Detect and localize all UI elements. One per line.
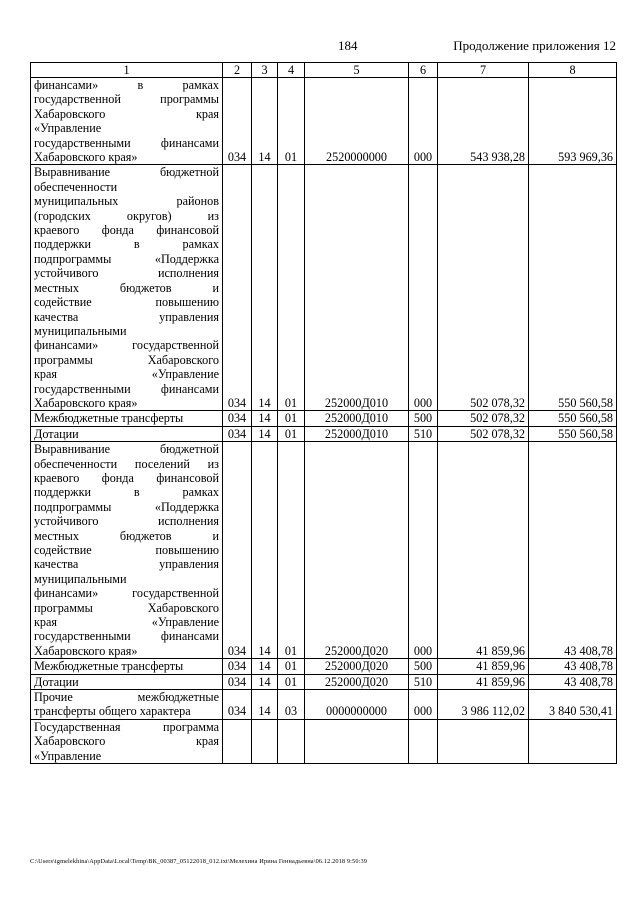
row-name-line: Хабаровского края	[34, 106, 219, 121]
row-name-line: поддержки в рамках	[34, 237, 219, 252]
row-name	[31, 659, 223, 674]
row-name-line: «Управление	[34, 748, 102, 763]
row-name-line: Дотации	[34, 426, 79, 441]
column-header-4: 4	[278, 63, 305, 78]
row-name	[31, 690, 223, 720]
row-name	[31, 719, 223, 763]
table-row	[31, 659, 617, 674]
row-name-line: местных бюджетов и	[34, 280, 219, 295]
expense-type-code: 500	[409, 411, 438, 426]
row-name-line: края «Управление	[34, 367, 219, 382]
row-name-line: содействие повышению	[34, 543, 219, 557]
table-row	[31, 674, 617, 689]
section-code: 14	[252, 659, 278, 674]
row-name-line: обеспеченности поселений из	[34, 456, 219, 471]
row-name-line: качества управления	[34, 309, 219, 324]
column-header-5: 5	[305, 63, 409, 78]
section-code: 14	[252, 690, 278, 720]
amount-col7	[438, 719, 529, 763]
budget-table	[30, 62, 617, 764]
table-body	[31, 78, 617, 764]
amount-col8: 3 840 530,41	[529, 690, 617, 720]
target-article-code: 252000Д010	[305, 411, 409, 426]
table-row	[31, 165, 617, 411]
target-article-code	[305, 719, 409, 763]
subsection-code: 01	[278, 426, 305, 441]
subsection-code: 01	[278, 411, 305, 426]
amount-col7: 502 078,32	[438, 426, 529, 441]
row-name-line: Прочие межбюджетные	[34, 690, 219, 705]
row-name-line: программы Хабаровского	[34, 352, 219, 367]
row-name-line: программы Хабаровского	[34, 600, 219, 615]
table-row	[31, 719, 617, 763]
section-code: 14	[252, 442, 278, 659]
row-name-line: «Управление	[34, 121, 102, 136]
row-name-line: государственными финансами	[34, 381, 219, 396]
expense-type-code: 000	[409, 78, 438, 165]
amount-col7: 3 986 112,02	[438, 690, 529, 720]
subsection-code: 01	[278, 442, 305, 659]
admin-code: 034	[223, 674, 252, 689]
expense-type-code: 510	[409, 426, 438, 441]
row-name-line: Выравнивание бюджетной	[34, 442, 219, 457]
row-name-line: Межбюджетные трансферты	[34, 411, 184, 426]
row-name	[31, 442, 223, 659]
section-code: 14	[252, 78, 278, 165]
row-name-line: Хабаровского края»	[34, 150, 138, 165]
amount-col8	[529, 719, 617, 763]
expense-type-code: 000	[409, 690, 438, 720]
table-row	[31, 78, 617, 165]
admin-code: 034	[223, 411, 252, 426]
row-name	[31, 674, 223, 689]
amount-col7: 41 859,96	[438, 442, 529, 659]
expense-type-code: 000	[409, 165, 438, 411]
table-row	[31, 690, 617, 720]
continuation-label: Продолжение приложения 12	[453, 38, 616, 53]
row-name-line: Хабаровского края»	[34, 643, 138, 658]
row-name-line: краевого фонда финансовой	[34, 470, 219, 485]
file-path-footer: C:\Users\igmelekhina\AppData\Local\Temp\ВК_00387_05122018_012.txt\Мелехина Ирина Геннадьевна\06.12.2018 9:50:39	[30, 858, 368, 865]
target-article-code: 252000Д010	[305, 426, 409, 441]
admin-code: 034	[223, 659, 252, 674]
row-name-line: качества управления	[34, 557, 219, 572]
row-name-line: государственными финансами	[34, 629, 219, 644]
subsection-code: 01	[278, 78, 305, 165]
table-row	[31, 426, 617, 441]
subsection-code: 01	[278, 659, 305, 674]
expense-type-code: 000	[409, 442, 438, 659]
section-code: 14	[252, 411, 278, 426]
amount-col8: 593 969,36	[529, 78, 617, 165]
subsection-code: 01	[278, 674, 305, 689]
page-number: 184	[338, 38, 358, 53]
amount-col8: 43 408,78	[529, 674, 617, 689]
table-row	[31, 442, 617, 659]
admin-code: 034	[223, 426, 252, 441]
row-name-line: муниципальными	[34, 323, 127, 338]
row-name	[31, 78, 223, 165]
target-article-code: 252000Д020	[305, 674, 409, 689]
row-name-line: содействие повышению	[34, 295, 219, 310]
amount-col7: 502 078,32	[438, 165, 529, 411]
amount-col8: 43 408,78	[529, 659, 617, 674]
expense-type-code	[409, 719, 438, 763]
row-name-line: трансферты общего характера	[34, 704, 191, 719]
amount-col8: 550 560,58	[529, 165, 617, 411]
amount-col7: 41 859,96	[438, 659, 529, 674]
column-header-3: 3	[252, 63, 278, 78]
row-name-line: (городских округов) из	[34, 208, 219, 223]
admin-code: 034	[223, 78, 252, 165]
row-name-line: государственной программы	[34, 92, 219, 107]
table-header-row	[31, 63, 617, 78]
row-name-line: Дотации	[34, 674, 79, 689]
column-header-8: 8	[529, 63, 617, 78]
row-name-line: муниципальными	[34, 571, 127, 586]
section-code: 14	[252, 165, 278, 411]
row-name	[31, 165, 223, 411]
row-name-line: поддержки в рамках	[34, 485, 219, 500]
target-article-code: 2520000000	[305, 78, 409, 165]
row-name-line: государственными финансами	[34, 135, 219, 150]
row-name-line: Хабаровского края	[34, 734, 219, 749]
expense-type-code: 500	[409, 659, 438, 674]
row-name-line: устойчивого исполнения	[34, 514, 219, 529]
target-article-code: 252000Д020	[305, 442, 409, 659]
admin-code: 034	[223, 690, 252, 720]
amount-col7: 543 938,28	[438, 78, 529, 165]
row-name-line: подпрограммы «Поддержка	[34, 499, 219, 514]
amount-col8: 550 560,58	[529, 411, 617, 426]
admin-code	[223, 719, 252, 763]
row-name	[31, 411, 223, 426]
subsection-code: 01	[278, 165, 305, 411]
column-header-1: 1	[31, 63, 223, 78]
expense-type-code: 510	[409, 674, 438, 689]
amount-col8: 43 408,78	[529, 442, 617, 659]
row-name-line: финансами» государственной	[34, 338, 219, 353]
column-header-7: 7	[438, 63, 529, 78]
section-code	[252, 719, 278, 763]
row-name-line: Государственная программа	[34, 719, 219, 734]
target-article-code: 252000Д010	[305, 165, 409, 411]
row-name-line: устойчивого исполнения	[34, 266, 219, 281]
column-header-2: 2	[223, 63, 252, 78]
row-name-line: Хабаровского края»	[34, 395, 138, 410]
row-name-line: финансами» государственной	[34, 586, 219, 601]
section-code: 14	[252, 674, 278, 689]
row-name-line: краевого фонда финансовой	[34, 223, 219, 238]
admin-code: 034	[223, 165, 252, 411]
column-header-6: 6	[409, 63, 438, 78]
row-name-line: финансами» в рамках	[34, 78, 219, 92]
row-name-line: Выравнивание бюджетной	[34, 165, 219, 180]
row-name-line: местных бюджетов и	[34, 528, 219, 543]
row-name-line: Межбюджетные трансферты	[34, 659, 184, 674]
subsection-code: 03	[278, 690, 305, 720]
amount-col7: 41 859,96	[438, 674, 529, 689]
row-name-line: края «Управление	[34, 615, 219, 630]
row-name-line: муниципальных районов	[34, 194, 219, 209]
admin-code: 034	[223, 442, 252, 659]
table-row	[31, 411, 617, 426]
row-name-line: обеспеченности	[34, 179, 118, 194]
row-name-line: подпрограммы «Поддержка	[34, 251, 219, 266]
target-article-code: 0000000000	[305, 690, 409, 720]
target-article-code: 252000Д020	[305, 659, 409, 674]
subsection-code	[278, 719, 305, 763]
row-name	[31, 426, 223, 441]
amount-col7: 502 078,32	[438, 411, 529, 426]
amount-col8: 550 560,58	[529, 426, 617, 441]
section-code: 14	[252, 426, 278, 441]
